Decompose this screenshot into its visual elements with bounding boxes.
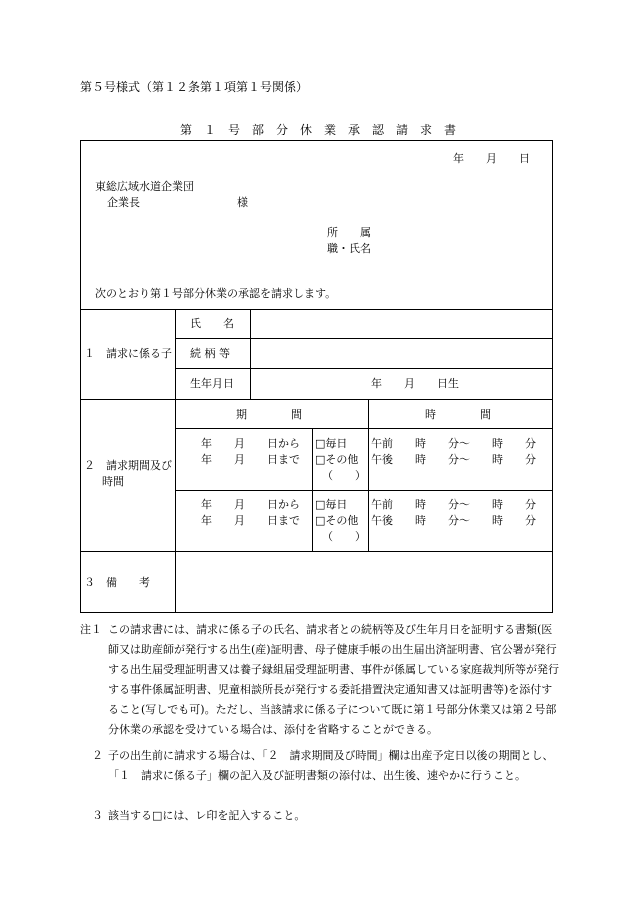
- note-3-mark: ３: [92, 809, 103, 822]
- remarks-field[interactable]: [176, 552, 552, 612]
- period-from: 年 月 日から: [201, 437, 300, 450]
- time-am: 午前 時 分～ 時 分: [371, 437, 536, 450]
- note-1: [80, 620, 560, 740]
- note-1-mark: 注１: [80, 623, 102, 636]
- period-header: 期 間: [236, 408, 302, 421]
- period-to: 年 月 日まで: [201, 453, 300, 466]
- form-number: 第５号様式（第１２条第１項第１号関係）: [80, 80, 309, 94]
- period-to: 年 月 日まで: [201, 514, 300, 527]
- addressee-honorific: 様: [237, 196, 248, 209]
- remarks-label: ３ 備 考: [84, 576, 150, 589]
- time-am: 午前 時 分～ 時 分: [371, 498, 536, 511]
- option-other-detail: （ ）: [322, 530, 366, 543]
- position-name-label: 職・氏名: [327, 242, 371, 255]
- request-sentence: 次のとおり第１号部分休業の承認を請求します。: [95, 287, 337, 300]
- option-daily-checkbox[interactable]: □毎日: [315, 437, 348, 450]
- child-name-label: 氏 名: [190, 317, 234, 330]
- section2-label-time: 時間: [102, 475, 124, 488]
- note-3-text: 該当する□には、レ印を記入すること。: [108, 809, 306, 822]
- option-daily-checkbox[interactable]: □毎日: [315, 498, 348, 511]
- section2-label: ２ 請求期間及び: [84, 459, 172, 472]
- option-other-checkbox[interactable]: □その他: [315, 453, 359, 466]
- time-pm: 午後 時 分～ 時 分: [371, 453, 536, 466]
- note-1-text: この請求書には、請求に係る子の氏名、請求者との続柄等及び生年月日を証明する書類(医師又は助産師が発行する出生(産)証明書、母子健康手帳の出生届出済証明書、官公署が発行する出生届受理証明書又は養子縁組届受理証明書、事件が係属している家庭裁判所等が発行する事件係属証明書、児童相談所長が発行する委託措置決定通知書又は証明書等)を添付すること(写しでも可)。ただし、当該請求に係る子について既に第１号部分休業又は第２号部分休業の承認を受けている場合は、添付を省略することができる。: [108, 623, 559, 736]
- option-other-checkbox[interactable]: □その他: [315, 514, 359, 527]
- time-header: 時 間: [425, 408, 491, 421]
- addressee-org: 東総広域水道企業団: [95, 180, 194, 193]
- period-from: 年 月 日から: [201, 498, 300, 511]
- note-2-mark: ２: [92, 749, 103, 762]
- child-relation-label: 続 柄 等: [190, 347, 230, 360]
- page-title: 第 １ 号 部 分 休 業 承 認 請 求 書: [180, 123, 457, 137]
- note-2: [80, 746, 560, 786]
- time-pm: 午後 時 分～ 時 分: [371, 514, 536, 527]
- section1-label: １ 請求に係る子: [84, 347, 172, 360]
- option-other-detail: （ ）: [322, 469, 366, 482]
- child-birth-value: 年 月 日生: [371, 377, 459, 390]
- child-birth-label: 生年月日: [190, 377, 234, 390]
- addressee-title: 企業長: [107, 196, 140, 209]
- date-line: 年 月 日: [453, 152, 530, 165]
- note-3: [80, 806, 560, 826]
- note-2-text: 子の出生前に請求する場合は、「２ 請求期間及び時間」欄は出産予定日以後の期間とし、「１ 請求に係る子」欄の記入及び証明書類の添付は、出生後、速やかに行うこと。: [108, 749, 554, 782]
- affiliation-label: 所 属: [327, 226, 371, 239]
